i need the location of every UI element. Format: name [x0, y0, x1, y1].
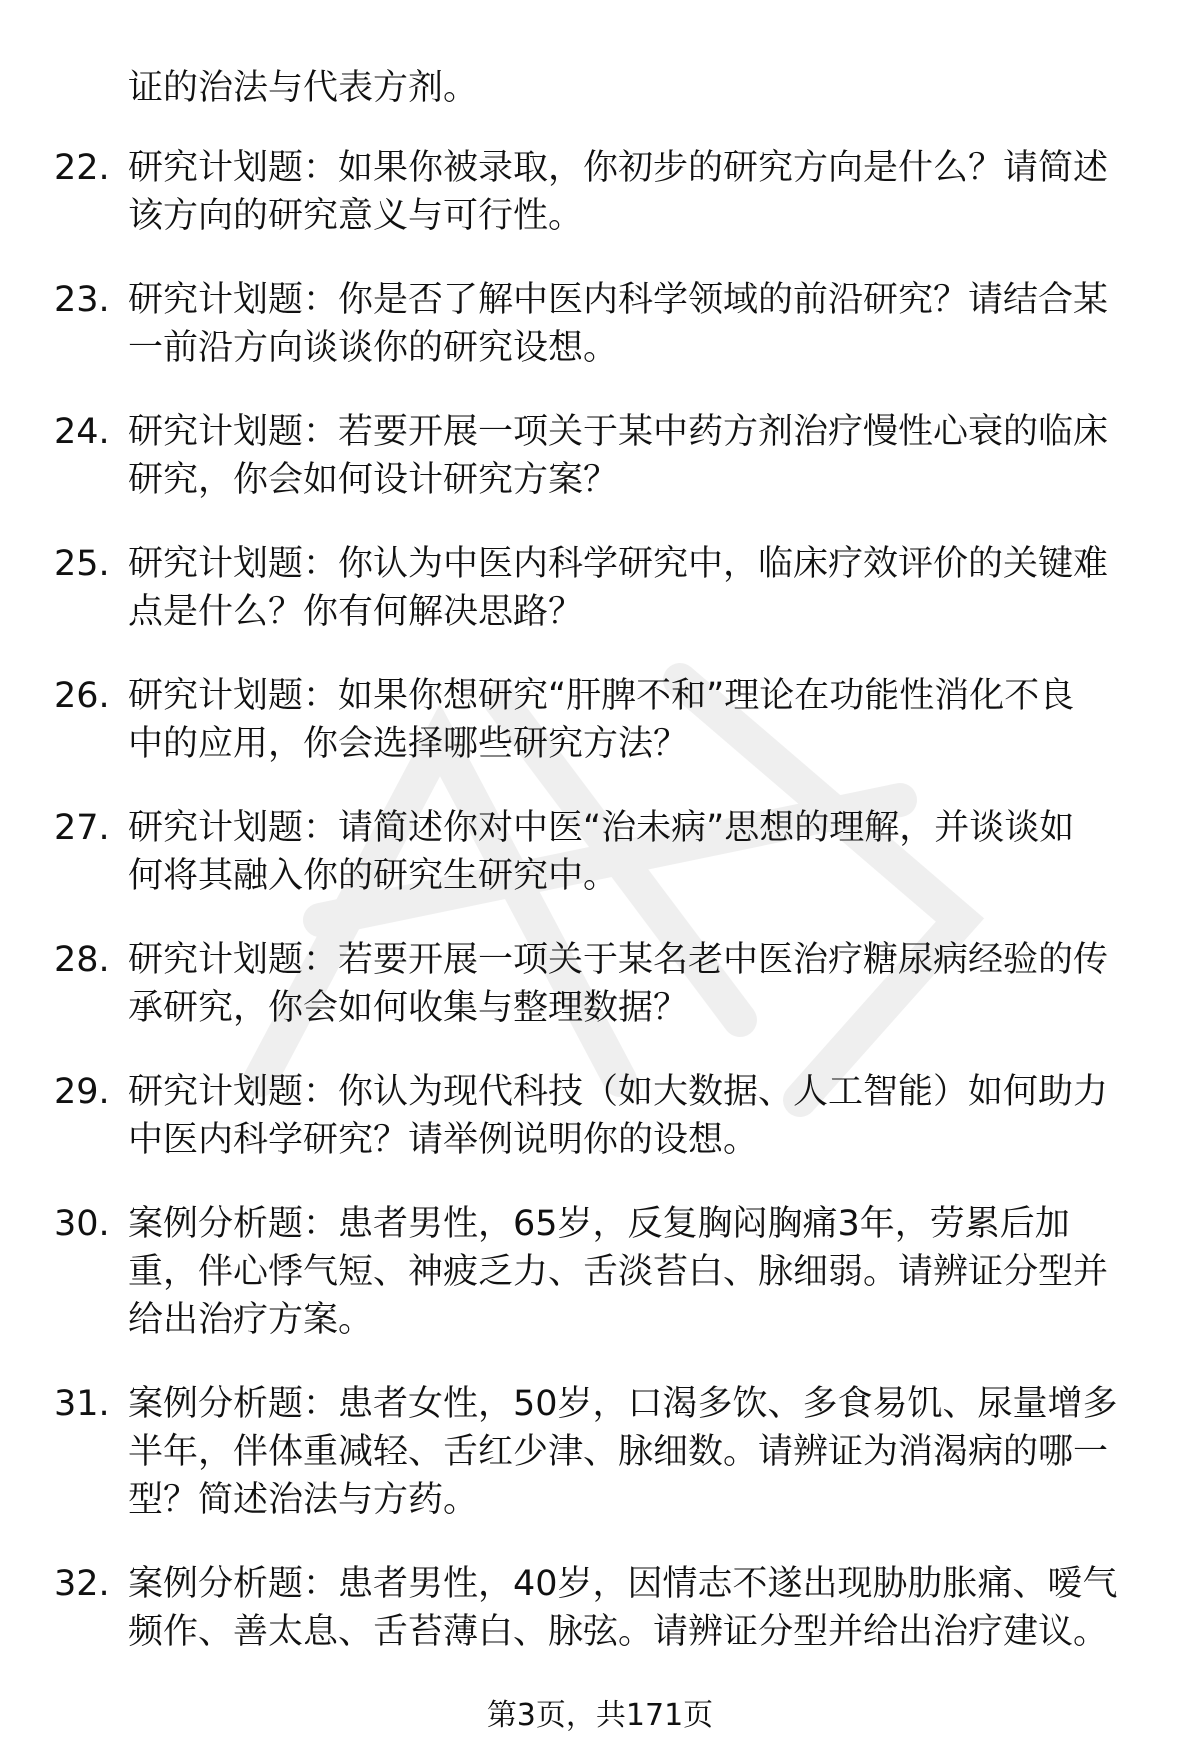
question-number: 22.: [54, 148, 110, 188]
question-item: [0, 672, 1200, 768]
question-item: [0, 276, 1200, 372]
question-number: 29.: [54, 1072, 110, 1112]
question-item: [0, 936, 1200, 1032]
question-text-line: 研究，你会如何设计研究方案？: [128, 460, 619, 500]
question-number: 27.: [54, 808, 110, 848]
question-item: [0, 1068, 1200, 1164]
continuation-text: 证的治法与代表方剂。: [128, 68, 479, 108]
question-number: 32.: [54, 1564, 110, 1604]
question-text-line: 研究计划题：如果你被录取，你初步的研究方向是什么？请简述: [128, 148, 1109, 188]
question-text-line: 点是什么？你有何解决思路？: [128, 592, 584, 632]
question-number: 30.: [54, 1204, 110, 1244]
question-number: 26.: [54, 676, 110, 716]
question-text-line: 案例分析题：患者男性，40岁，因情志不遂出现胁肋胀痛、嗳气: [128, 1564, 1118, 1604]
question-text: [128, 936, 1148, 1032]
question-text: [128, 408, 1148, 504]
question-text: [128, 144, 1148, 240]
question-number: 24.: [54, 412, 110, 452]
question-number: 31.: [54, 1384, 110, 1424]
question-text: [128, 1380, 1148, 1524]
question-item: [0, 408, 1200, 504]
question-text-line: 频作、善太息、舌苔薄白、脉弦。请辨证分型并给出治疗建议。: [128, 1612, 1109, 1652]
question-item: [0, 1200, 1200, 1344]
question-text-line: 半年，伴体重减轻、舌红少津、脉细数。请辨证为消渴病的哪一: [128, 1432, 1109, 1472]
question-text-line: 中医内科学研究？请举例说明你的设想。: [128, 1120, 759, 1160]
question-text: [128, 672, 1148, 768]
question-item: [0, 804, 1200, 900]
question-text: [128, 540, 1148, 636]
question-text: [128, 276, 1148, 372]
question-text-line: 案例分析题：患者男性，65岁，反复胸闷胸痛3年，劳累后加: [128, 1204, 1070, 1244]
question-text-line: 给出治疗方案。: [128, 1300, 374, 1340]
question-text-line: 研究计划题：若要开展一项关于某中药方剂治疗慢性心衰的临床: [128, 412, 1109, 452]
question-number: 28.: [54, 940, 110, 980]
question-item: [0, 540, 1200, 636]
question-item: [0, 1380, 1200, 1524]
question-text-line: 案例分析题：患者女性，50岁，口渴多饮、多食易饥、尿量增多: [128, 1384, 1118, 1424]
question-text-line: 重，伴心悸气短、神疲乏力、舌淡苔白、脉细弱。请辨证分型并: [128, 1252, 1109, 1292]
question-text-line: 一前沿方向谈谈你的研究设想。: [128, 328, 619, 368]
question-list: [0, 144, 1200, 1692]
question-text-line: 何将其融入你的研究生研究中。: [128, 856, 619, 896]
question-item: [0, 144, 1200, 240]
question-text-line: 型？简述治法与方药。: [128, 1480, 479, 1520]
question-text-line: 该方向的研究意义与可行性。: [128, 196, 584, 236]
question-item: [0, 1560, 1200, 1656]
question-text-line: 研究计划题：你认为中医内科学研究中，临床疗效评价的关键难: [128, 544, 1109, 584]
page-footer: 第3页，共171页: [486, 1698, 714, 1733]
question-text: [128, 804, 1148, 900]
question-text-line: 研究计划题：如果你想研究“肝脾不和”理论在功能性消化不良: [128, 676, 1075, 716]
question-number: 23.: [54, 280, 110, 320]
question-text-line: 承研究，你会如何收集与整理数据？: [128, 988, 689, 1028]
question-text: [128, 1200, 1148, 1344]
question-text-line: 研究计划题：你是否了解中医内科学领域的前沿研究？请结合某: [128, 280, 1109, 320]
question-text-line: 研究计划题：若要开展一项关于某名老中医治疗糖尿病经验的传: [128, 940, 1109, 980]
question-text: [128, 1068, 1148, 1164]
question-text-line: 中的应用，你会选择哪些研究方法？: [128, 724, 689, 764]
question-number: 25.: [54, 544, 110, 584]
question-text: [128, 1560, 1148, 1656]
question-text-line: 研究计划题：你认为现代科技（如大数据、人工智能）如何助力: [128, 1072, 1109, 1112]
question-text-line: 研究计划题：请简述你对中医“治未病”思想的理解，并谈谈如: [128, 808, 1075, 848]
